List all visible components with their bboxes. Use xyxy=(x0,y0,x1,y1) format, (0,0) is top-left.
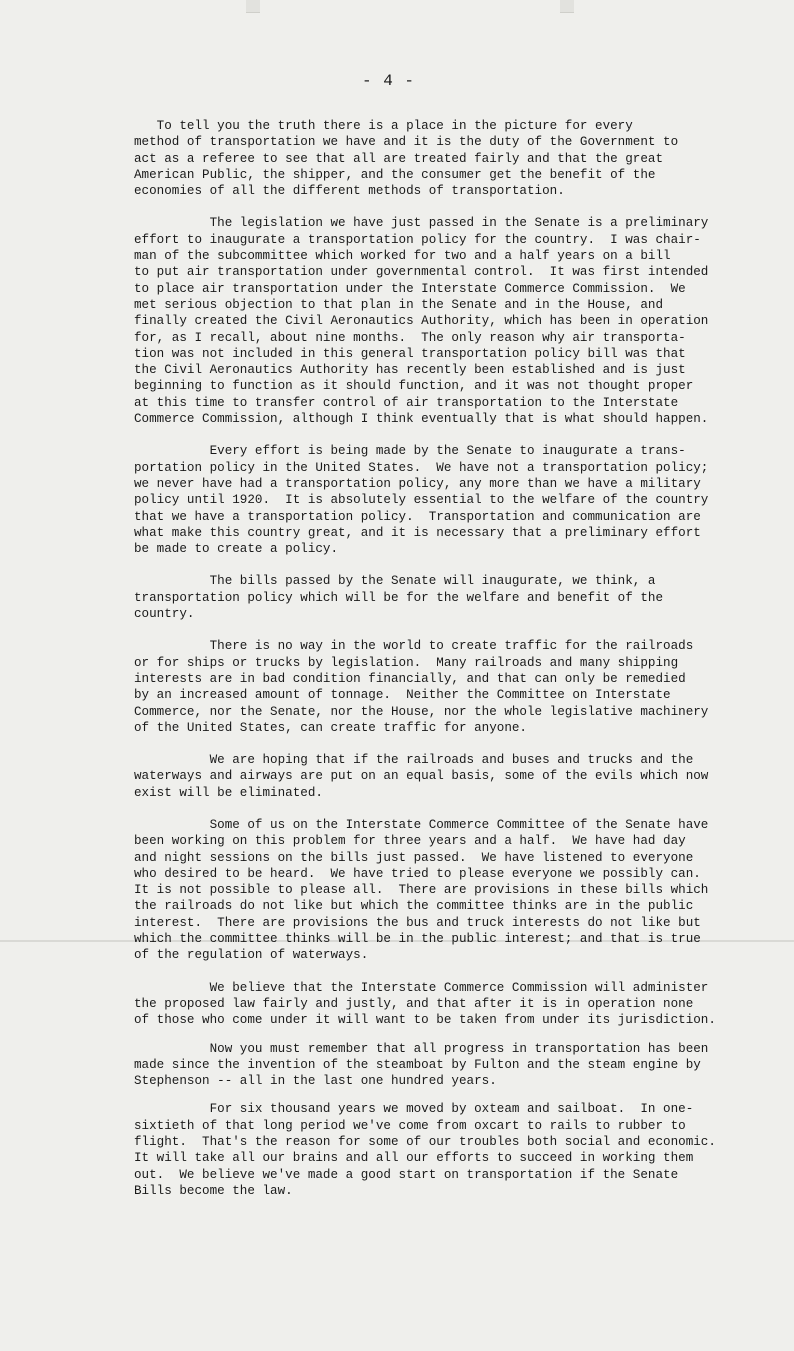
text-line: interest. There are provisions the bus and truck interests do not like but xyxy=(134,915,701,930)
text-line: or for ships or trucks by legislation. Many railroads and many shipping xyxy=(134,655,679,670)
text-line: transportation policy which will be for the welfare and benefit of the xyxy=(134,590,664,605)
text-line: Bills become the law. xyxy=(134,1183,293,1198)
text-line: To tell you the truth there is a place in the picture for every xyxy=(134,119,633,133)
text-line: of the regulation of waterways. xyxy=(134,948,369,963)
text-line: The legislation we have just passed in the Senate is a preliminary xyxy=(134,216,709,231)
text-line: Some of us on the Interstate Commerce Committee of the Senate have xyxy=(134,817,709,832)
text-line: It is not possible to please all. There are provisions in these bills which xyxy=(134,883,709,898)
text-line: policy until 1920. It is absolutely essential to the welfare of the country xyxy=(134,493,709,508)
text-line: Stephenson -- all in the last one hundred years. xyxy=(134,1074,497,1089)
text-line: out. We believe we've made a good start on transportation if the Senate xyxy=(134,1167,679,1182)
text-line: portation policy in the United States. We have not a transportation policy; xyxy=(134,460,709,475)
letter-body xyxy=(134,102,724,1199)
text-line: method of transportation we have and it is the duty of the Government to xyxy=(134,135,679,150)
text-line: who desired to be heard. We have tried to please everyone we possibly can. xyxy=(134,866,701,881)
text-line: the proposed law fairly and justly, and that after it is in operation none xyxy=(134,996,694,1011)
paragraph xyxy=(134,443,724,557)
text-line: finally created the Civil Aeronautics Authority, which has been in operation xyxy=(134,314,709,329)
text-line: country. xyxy=(134,607,195,622)
text-line: For six thousand years we moved by oxteam and sailboat. In one- xyxy=(134,1102,694,1117)
text-line: made since the invention of the steamboat by Fulton and the steam engine by xyxy=(134,1057,701,1072)
text-line: by an increased amount of tonnage. Neither the Committee on Interstate xyxy=(134,688,671,703)
text-line: We are hoping that if the railroads and buses and trucks and the xyxy=(134,753,694,768)
paragraph xyxy=(134,638,724,736)
text-line: Commerce, nor the Senate, nor the House, nor the whole legislative machinery xyxy=(134,704,709,719)
text-line: what make this country great, and it is necessary that a preliminary effort xyxy=(134,525,701,540)
text-line: for, as I recall, about nine months. The only reason why air transporta- xyxy=(134,330,686,345)
text-line: economies of all the different methods of transportation. xyxy=(134,184,565,199)
text-line: waterways and airways are put on an equal basis, some of the evils which now xyxy=(134,769,709,784)
text-line: at this time to transfer control of air transportation to the Interstate xyxy=(134,395,679,410)
page-number: - 4 - xyxy=(362,72,416,90)
paragraph xyxy=(134,118,724,199)
text-line: man of the subcommittee which worked for two and a half years on a bill xyxy=(134,249,671,264)
text-line: There is no way in the world to create traffic for the railroads xyxy=(134,639,694,654)
text-line: met serious objection to that plan in the Senate and in the House, and xyxy=(134,297,664,312)
text-line: been working on this problem for three years and a half. We have had day xyxy=(134,834,686,849)
text-line: sixtieth of that long period we've come from oxcart to rails to rubber to xyxy=(134,1118,686,1133)
text-line: act as a referee to see that all are treated fairly and that the great xyxy=(134,151,664,166)
text-line: exist will be eliminated. xyxy=(134,785,323,800)
paragraph xyxy=(134,1101,724,1199)
paragraph xyxy=(134,215,724,427)
text-line: the railroads do not like but which the committee thinks are in the public xyxy=(134,899,694,914)
paragraph xyxy=(134,980,724,1029)
text-line: It will take all our brains and all our efforts to succeed in working them xyxy=(134,1151,694,1166)
paragraph xyxy=(134,752,724,801)
text-line: the Civil Aeronautics Authority has recently been established and is just xyxy=(134,363,686,378)
text-line: to put air transportation under governmental control. It was first intended xyxy=(134,265,709,280)
text-line: of those who come under it will want to be taken from under its jurisdiction. xyxy=(134,1013,716,1028)
paragraph xyxy=(134,573,724,622)
paragraph xyxy=(134,817,724,964)
paper-clip-mark xyxy=(560,0,574,13)
text-line: Now you must remember that all progress in transportation has been xyxy=(134,1041,709,1056)
text-line: Every effort is being made by the Senate to inaugurate a trans- xyxy=(134,444,686,459)
text-line: and night sessions on the bills just passed. We have listened to everyone xyxy=(134,850,694,865)
text-line: flight. That's the reason for some of our troubles both social and economic. xyxy=(134,1135,716,1150)
text-line: We believe that the Interstate Commerce Commission will administer xyxy=(134,980,709,995)
text-line: to place air transportation under the Interstate Commerce Commission. We xyxy=(134,281,686,296)
text-line: beginning to function as it should function, and it was not thought proper xyxy=(134,379,694,394)
text-line: The bills passed by the Senate will inaugurate, we think, a xyxy=(134,574,656,589)
text-line: that we have a transportation policy. Transportation and communication are xyxy=(134,509,701,524)
text-line: tion was not included in this general transportation policy bill was that xyxy=(134,346,686,361)
text-line: interests are in bad condition financially, and that can only be remedied xyxy=(134,671,686,686)
text-line: effort to inaugurate a transportation policy for the country. I was chair- xyxy=(134,232,701,247)
paragraph xyxy=(134,1041,724,1090)
text-line: which the committee thinks will be in the public interest; and that is true xyxy=(134,932,701,947)
text-line: American Public, the shipper, and the consumer get the benefit of the xyxy=(134,167,656,182)
paper-clip-mark xyxy=(246,0,260,13)
text-line: Commerce Commission, although I think eventually that is what should happen. xyxy=(134,412,709,427)
text-line: we never have had a transportation policy, any more than we have a military xyxy=(134,476,701,491)
text-line: be made to create a policy. xyxy=(134,542,339,557)
text-line: of the United States, can create traffic for anyone. xyxy=(134,720,527,735)
